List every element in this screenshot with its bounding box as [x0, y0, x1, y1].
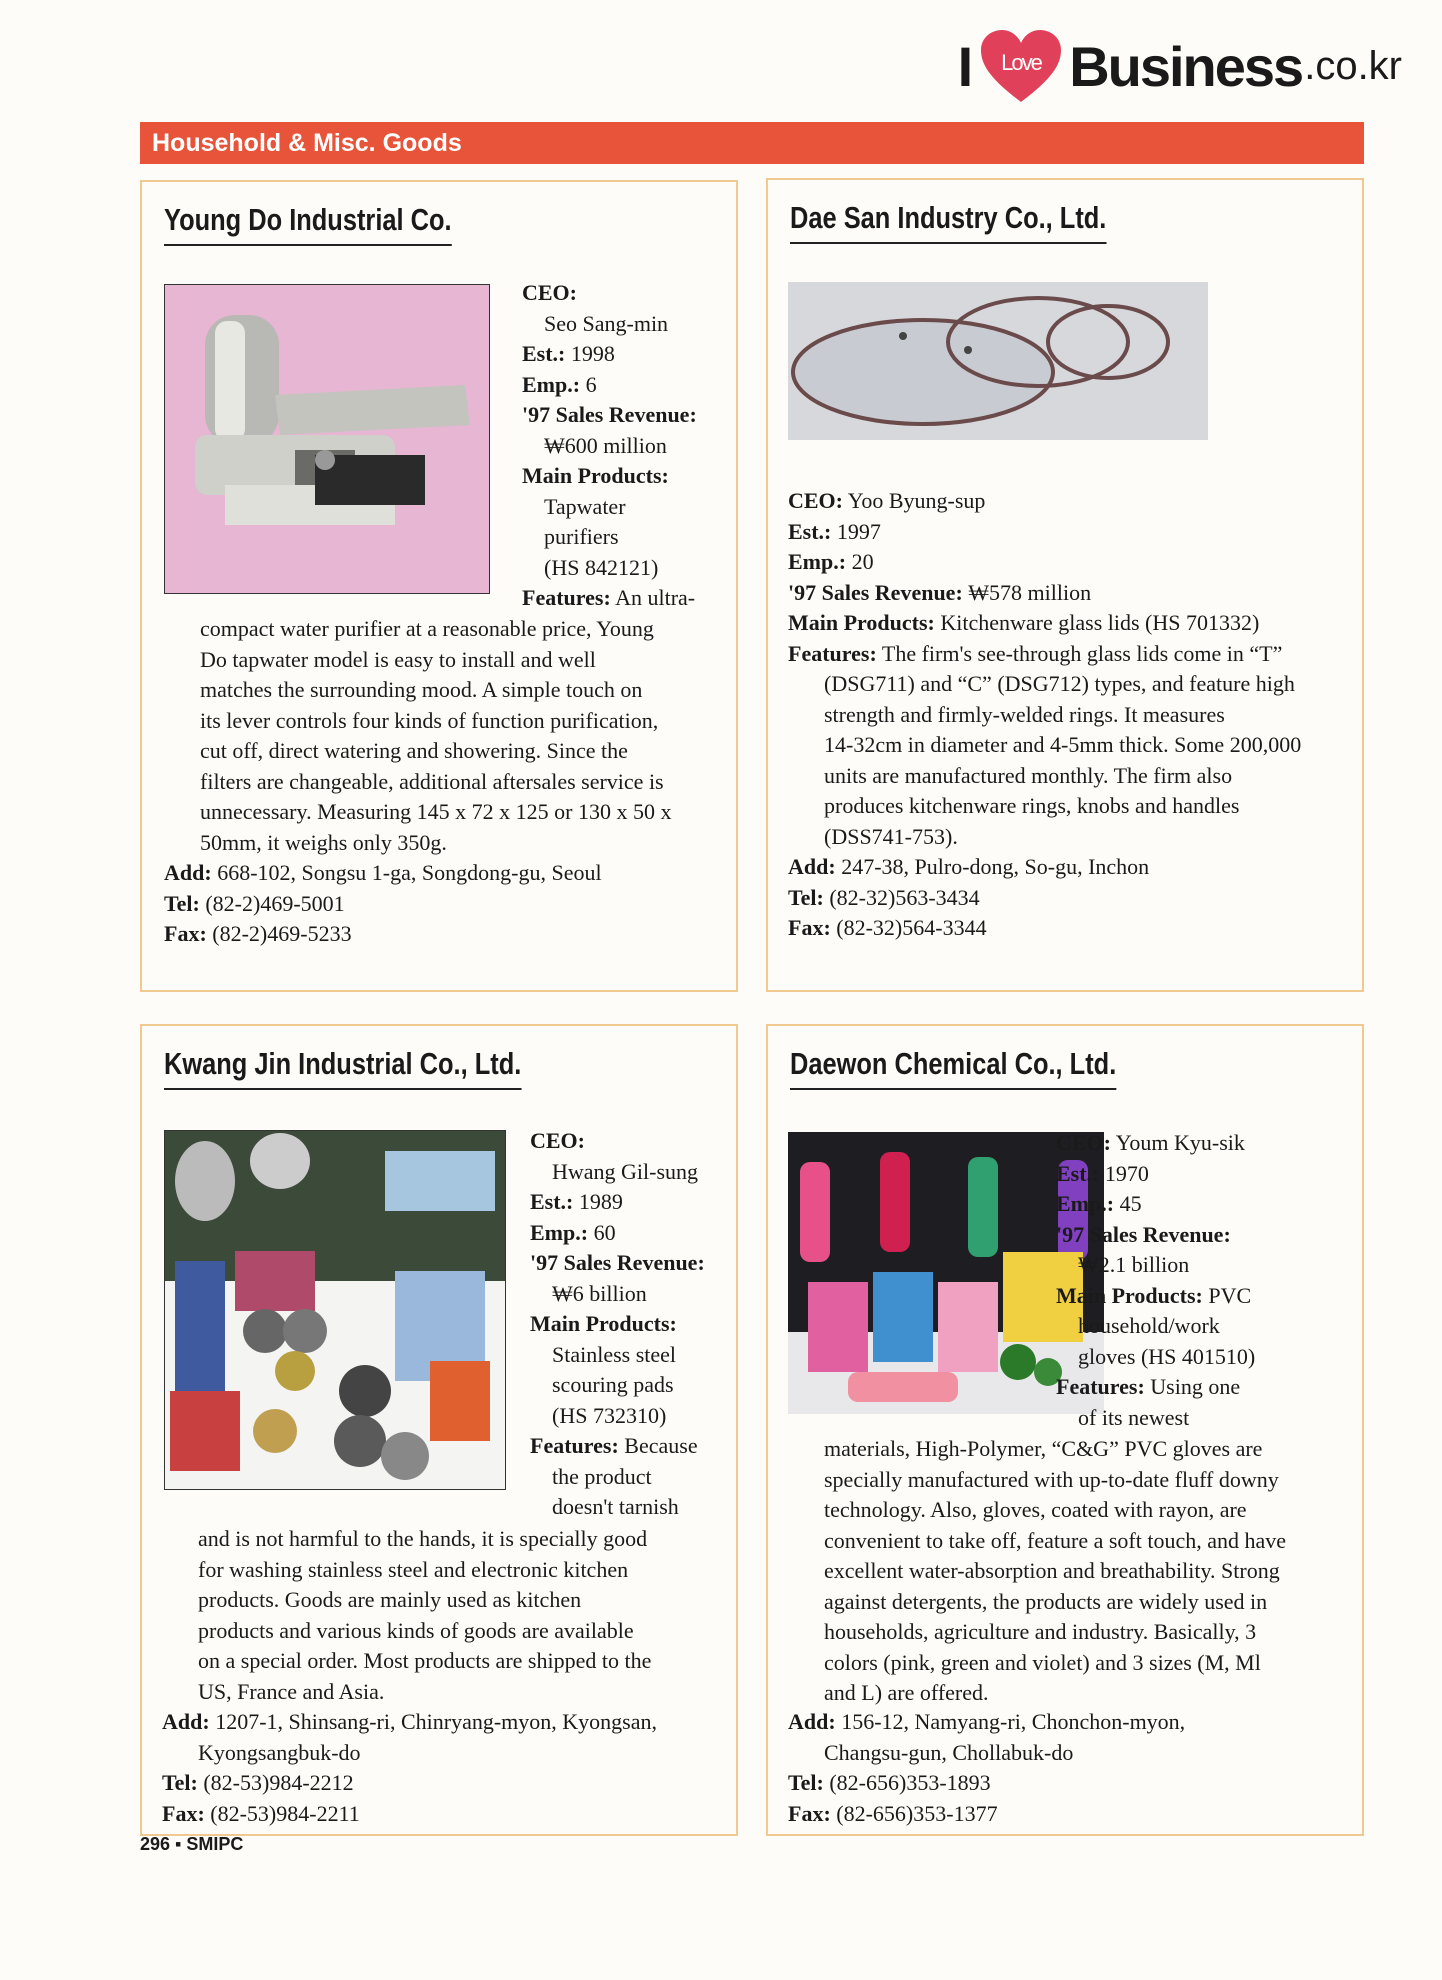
- features-line: (DSG711) and “C” (DSG712) types, and feature high: [824, 671, 1295, 696]
- products-line: Tapwater: [544, 493, 626, 519]
- add-value-cont: Kyongsangbuk-do: [198, 1739, 361, 1765]
- company-name: Daewon Chemical Co., Ltd.: [790, 1046, 1116, 1090]
- features-label: Features:: [530, 1433, 619, 1458]
- emp-label: Emp.:: [1056, 1191, 1115, 1216]
- features-line: compact water purifier at a reasonable price, Young: [200, 616, 654, 641]
- features-line: 50mm, it weighs only 350g.: [200, 829, 447, 855]
- add-value: 247-38, Pulro-dong, So-gu, Inchon: [841, 854, 1150, 879]
- fax-label: Fax:: [788, 1800, 831, 1826]
- company-name: Kwang Jin Industrial Co., Ltd.: [164, 1046, 521, 1090]
- est-value: 1997: [836, 518, 881, 544]
- sales-value: ₩2.1 billion: [1078, 1252, 1190, 1277]
- features-label: Features:: [788, 640, 877, 666]
- products-label: Main Products:: [1056, 1282, 1203, 1308]
- est-label: Est.:: [530, 1189, 574, 1214]
- sales-value: ₩600 million: [544, 432, 667, 458]
- features-line: cut off, direct watering and showering. Since the: [200, 738, 628, 763]
- features-line: on a special order. Most products are shipped to the: [198, 1648, 652, 1673]
- features-line: for washing stainless steel and electronic kitchen: [198, 1556, 629, 1582]
- sales-label: '97 Sales Revenue:: [522, 402, 697, 427]
- features-line: excellent water-absorption and breathability. Strong: [824, 1558, 1280, 1583]
- ceo-value: Seo Sang-min: [544, 310, 669, 336]
- logo-business: Business: [1069, 34, 1303, 98]
- fax-value: (82-53)984-2211: [210, 1800, 360, 1826]
- products-line: scouring pads: [552, 1372, 674, 1397]
- sales-value: ₩578 million: [968, 579, 1092, 605]
- section-title: Household & Misc. Goods: [152, 129, 462, 157]
- company-card-kwang-jin: [140, 1024, 738, 1836]
- features-line: strength and firmly-welded rings. It measures: [824, 701, 1225, 727]
- features-line: colors (pink, green and violet) and 3 sizes (M, Ml: [824, 1649, 1261, 1675]
- emp-label: Emp.:: [530, 1219, 589, 1245]
- features-line: unnecessary. Measuring 145 x 72 x 125 or 130 x 50 x: [200, 799, 672, 824]
- tel-label: Tel:: [788, 884, 824, 910]
- products-label: Main Products:: [522, 463, 669, 488]
- features-line: technology. Also, gloves, coated with rayon, are: [824, 1497, 1247, 1522]
- tel-value: (82-2)469-5001: [205, 890, 345, 916]
- emp-value: 6: [585, 371, 597, 397]
- add-value: 1207-1, Shinsang-ri, Chinryang-myon, Kyongsan,: [215, 1709, 657, 1734]
- emp-value: 20: [851, 549, 874, 574]
- fax-value: (82-32)564-3344: [836, 915, 987, 940]
- features-line: matches the surrounding mood. A simple touch on: [200, 677, 643, 702]
- tel-value: (82-656)353-1893: [829, 1770, 991, 1795]
- sales-label: '97 Sales Revenue:: [788, 579, 963, 605]
- features-line: and is not harmful to the hands, it is specially good: [198, 1526, 648, 1551]
- fax-label: Fax:: [788, 915, 831, 940]
- features-line: (DSS741-753).: [824, 823, 958, 849]
- est-value: 1989: [578, 1189, 623, 1214]
- features-line: specially manufactured with up-to-date fluff downy: [824, 1466, 1279, 1492]
- add-value: 156-12, Namyang-ri, Chonchon-myon,: [841, 1709, 1186, 1734]
- features-line: against detergents, the products are widely used in: [824, 1588, 1268, 1614]
- est-label: Est.:: [1056, 1160, 1100, 1186]
- ceo-value: Hwang Gil-sung: [552, 1158, 699, 1184]
- fax-label: Fax:: [162, 1800, 205, 1826]
- logo-suffix: .co.kr: [1304, 43, 1402, 88]
- products-line: (HS 842121): [544, 554, 659, 580]
- features-line: 14-32cm in diameter and 4-5mm thick. Some 200,000: [824, 732, 1302, 757]
- emp-label: Emp.:: [788, 549, 847, 574]
- tel-label: Tel:: [788, 1770, 824, 1795]
- add-label: Add:: [164, 860, 212, 885]
- product-photo-scouring-pads: [164, 1130, 506, 1490]
- features-line: produces kitchenware rings, knobs and handles: [824, 793, 1240, 818]
- features-line: the product: [552, 1463, 652, 1489]
- add-label: Add:: [788, 854, 836, 879]
- product-photo-glass-lids: [788, 282, 1208, 440]
- features-line: and L) are offered.: [824, 1680, 989, 1705]
- tel-value: (82-32)563-3434: [829, 884, 980, 910]
- section-banner: [140, 122, 1364, 164]
- products-line: (HS 732310): [552, 1402, 667, 1428]
- tel-value: (82-53)984-2212: [203, 1770, 354, 1795]
- site-logo: [958, 28, 1402, 104]
- emp-value: 60: [593, 1219, 616, 1245]
- fax-label: Fax:: [164, 921, 207, 946]
- products-label: Main Products:: [530, 1311, 677, 1336]
- ceo-label: CEO:: [1056, 1130, 1111, 1155]
- features-line: units are manufactured monthly. The firm also: [824, 762, 1233, 788]
- company-name: Dae San Industry Co., Ltd.: [790, 200, 1106, 244]
- features-line: materials, High-Polymer, “C&G” PVC gloves are: [824, 1436, 1263, 1461]
- fax-value: (82-2)469-5233: [212, 921, 352, 946]
- tel-label: Tel:: [162, 1770, 198, 1795]
- features-line: filters are changeable, additional aftersales service is: [200, 768, 664, 794]
- features-lead: An ultra-: [615, 585, 696, 610]
- add-label: Add:: [788, 1709, 836, 1734]
- features-lead: Using one: [1150, 1374, 1241, 1399]
- add-value: 668-102, Songsu 1-ga, Songdong-gu, Seoul: [217, 860, 602, 885]
- ceo-value: Yoo Byung-sup: [847, 488, 986, 513]
- products-line: purifiers: [544, 524, 619, 549]
- products-line: gloves (HS 401510): [1078, 1343, 1256, 1369]
- company-card-dae-san: [766, 178, 1364, 992]
- products-line: PVC: [1208, 1282, 1252, 1308]
- features-line: US, France and Asia.: [198, 1678, 385, 1704]
- ceo-label: CEO:: [522, 280, 577, 305]
- emp-label: Emp.:: [522, 371, 581, 397]
- logo-i: I: [957, 34, 972, 98]
- company-card-daewon: [766, 1024, 1364, 1836]
- heart-icon: [979, 28, 1063, 104]
- features-label: Features:: [1056, 1374, 1145, 1399]
- est-value: 1970: [1104, 1160, 1149, 1186]
- products-line: Stainless steel: [552, 1341, 677, 1367]
- sales-label: '97 Sales Revenue:: [530, 1250, 705, 1275]
- est-label: Est.:: [788, 518, 832, 544]
- tel-label: Tel:: [164, 890, 200, 916]
- features-line: products and various kinds of goods are available: [198, 1617, 634, 1643]
- add-value-cont: Changsu-gun, Chollabuk-do: [824, 1739, 1074, 1765]
- ceo-label: CEO:: [530, 1128, 585, 1153]
- products-label: Main Products:: [788, 610, 935, 635]
- features-lead: Because: [624, 1433, 698, 1458]
- features-line: its lever controls four kinds of function purification,: [200, 707, 659, 733]
- features-line: households, agriculture and industry. Basically, 3: [824, 1619, 1257, 1644]
- company-card-young-do: [140, 180, 738, 992]
- page-footer: 296 ▪ SMIPC: [140, 1834, 244, 1854]
- features-lead: The firm's see-through glass lids come in “T”: [881, 640, 1283, 666]
- ceo-value: Youm Kyu-sik: [1115, 1130, 1245, 1155]
- emp-value: 45: [1119, 1191, 1142, 1216]
- add-label: Add:: [162, 1709, 210, 1734]
- features-line: products. Goods are mainly used as kitchen: [198, 1587, 582, 1612]
- features-line: Do tapwater model is easy to install and well: [200, 646, 596, 672]
- company-name: Young Do Industrial Co.: [164, 202, 452, 246]
- product-photo-water-purifier: [164, 284, 490, 594]
- est-value: 1998: [570, 341, 615, 366]
- products-value: Kitchenware glass lids (HS 701332): [940, 610, 1260, 635]
- features-label: Features:: [522, 585, 611, 610]
- est-label: Est.:: [522, 341, 566, 366]
- features-line: of its newest: [1078, 1404, 1190, 1430]
- features-line: doesn't tarnish: [552, 1494, 679, 1519]
- ceo-label: CEO:: [788, 488, 843, 513]
- features-line: convenient to take off, feature a soft touch, and have: [824, 1527, 1287, 1553]
- sales-value: ₩6 billion: [552, 1280, 647, 1306]
- logo-love: Love: [1001, 50, 1042, 75]
- sales-label: '97 Sales Revenue:: [1056, 1221, 1231, 1247]
- products-line: household/work: [1078, 1313, 1220, 1338]
- fax-value: (82-656)353-1377: [836, 1800, 998, 1826]
